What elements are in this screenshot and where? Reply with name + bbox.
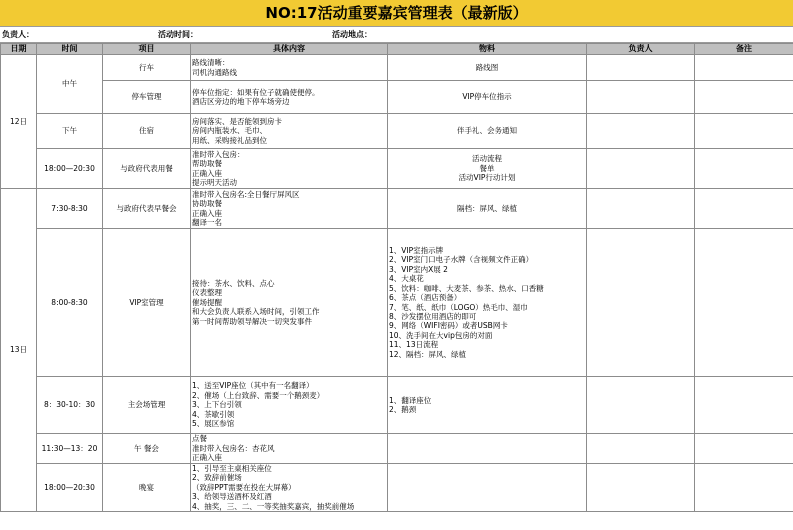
table-row (1, 229, 793, 377)
time-cell: 8:00-8:30 (37, 229, 103, 377)
content-cell: 点餐 准时带入包房名：杏花风 正确入座 (191, 434, 388, 464)
content-cell: 房间落实、是否能领到房卡 房间内瓶装水、毛巾、 用纸、采购接礼品到位 (191, 114, 388, 149)
content-cell: 路线清晰： 司机沟通路线 (191, 55, 388, 81)
table-row (1, 114, 793, 149)
note-cell (695, 81, 793, 114)
date-cell: 13日 (1, 189, 37, 512)
owner-cell (587, 55, 695, 81)
item-cell: 与政府代表用餐 (103, 149, 191, 189)
time-cell: 18:00—20:30 (37, 149, 103, 189)
document-title: NO:17活动重要嘉宾管理表（最新版） (0, 0, 793, 27)
materials-cell: 活动流程 餐单 活动VIP行动计划 (388, 149, 587, 189)
meta-bar (0, 27, 793, 43)
time-cell: 7:30-8:30 (37, 189, 103, 229)
header-note: 备注 (695, 44, 793, 55)
owner-label: 负责人： (2, 30, 34, 39)
owner-cell (587, 114, 695, 149)
materials-cell: 路线图 (388, 55, 587, 81)
materials-cell: VIP停车位指示 (388, 81, 587, 114)
materials-cell: 隔档：屏风、绿植 (388, 189, 587, 229)
header-materials: 物料 (388, 44, 587, 55)
item-cell: 住宿 (103, 114, 191, 149)
owner-cell (587, 81, 695, 114)
content-cell: 准时带入包房： 帮助取餐 正确入座 提示明天活动 (191, 149, 388, 189)
owner-cell (587, 377, 695, 434)
materials-cell: 1、VIP室指示牌 2、VIP室门口电子水牌（含视频文件正确） 3、VIP室内X展 2 4、大桌花 5、饮料：咖啡、大麦茶、参茶、热水、口香糖 6、茶点（酒店预备） 7、笔、纸、纸巾（LOGO）热毛巾、湿巾 8、沙发摆位用酒店的即可 9、网络（WIFI密码）或者USB网卡 10、洗手间在大vip包房的对面 11、13日流程 12、隔档：屏风、绿植 (388, 229, 587, 377)
owner-cell (587, 189, 695, 229)
table-header-row (1, 44, 793, 55)
event-time-label: 活动时间： (158, 30, 198, 39)
item-cell: 停车管理 (103, 81, 191, 114)
note-cell (695, 464, 793, 512)
materials-cell (388, 464, 587, 512)
table-row (1, 464, 793, 512)
owner-cell (587, 434, 695, 464)
content-cell: 接待：茶水、饮料、点心 仪表整理 催场提醒 和大会负责人联系入场时间，引领工作 第一时间帮助领导解决一切突发事件 (191, 229, 388, 377)
item-cell: 行车 (103, 55, 191, 81)
note-cell (695, 377, 793, 434)
time-cell: 11:30—13：20 (37, 434, 103, 464)
item-cell: 晚宴 (103, 464, 191, 512)
owner-cell (587, 464, 695, 512)
header-item: 项目 (103, 44, 191, 55)
item-cell: 主会场管理 (103, 377, 191, 434)
time-cell: 18:00—20:30 (37, 464, 103, 512)
note-cell (695, 229, 793, 377)
note-cell (695, 55, 793, 81)
owner-cell (587, 149, 695, 189)
header-owner: 负责人 (587, 44, 695, 55)
content-cell: 停车位指定：如果有位子就确使便停。 酒店区旁边的地下停车场旁边 (191, 81, 388, 114)
header-date: 日期 (1, 44, 37, 55)
content-cell: 准时带入包房名:全日餐厅屏风区 协助取餐 正确入座 翻译一名 (191, 189, 388, 229)
note-cell (695, 434, 793, 464)
note-cell (695, 114, 793, 149)
item-cell: 午 餐会 (103, 434, 191, 464)
table-row (1, 377, 793, 434)
materials-cell: 伴手礼、会务通知 (388, 114, 587, 149)
materials-cell (388, 434, 587, 464)
table-row (1, 81, 793, 114)
owner-cell (587, 229, 695, 377)
note-cell (695, 189, 793, 229)
table-row (1, 189, 793, 229)
table-row (1, 149, 793, 189)
content-cell: 1、送至VIP座位（其中有一名翻译） 2、催场（上台致辞、需要一个鹅颈麦） 3、上下台引领 4、茶歇引领 5、展区参馆 (191, 377, 388, 434)
event-place-label: 活动地点： (332, 30, 372, 39)
item-cell: VIP室管理 (103, 229, 191, 377)
materials-cell: 1、翻译座位 2、鹅颈 (388, 377, 587, 434)
guest-schedule-table (0, 43, 793, 512)
item-cell: 与政府代表早餐会 (103, 189, 191, 229)
content-cell: 1、引导至主桌相关座位 2、致辞前催场 （致辞PPT需要在投在大屏幕） 3、给领导送酒杯及红酒 4、抽奖，三、二、一等奖抽奖嘉宾，抽奖前催场 (191, 464, 388, 512)
table-row (1, 55, 793, 81)
note-cell (695, 149, 793, 189)
header-time: 时间 (37, 44, 103, 55)
table-row (1, 434, 793, 464)
time-cell: 8：30-10：30 (37, 377, 103, 434)
header-content: 具体内容 (191, 44, 388, 55)
date-cell: 12日 (1, 55, 37, 189)
time-cell: 下午 (37, 114, 103, 149)
time-cell: 中午 (37, 55, 103, 114)
